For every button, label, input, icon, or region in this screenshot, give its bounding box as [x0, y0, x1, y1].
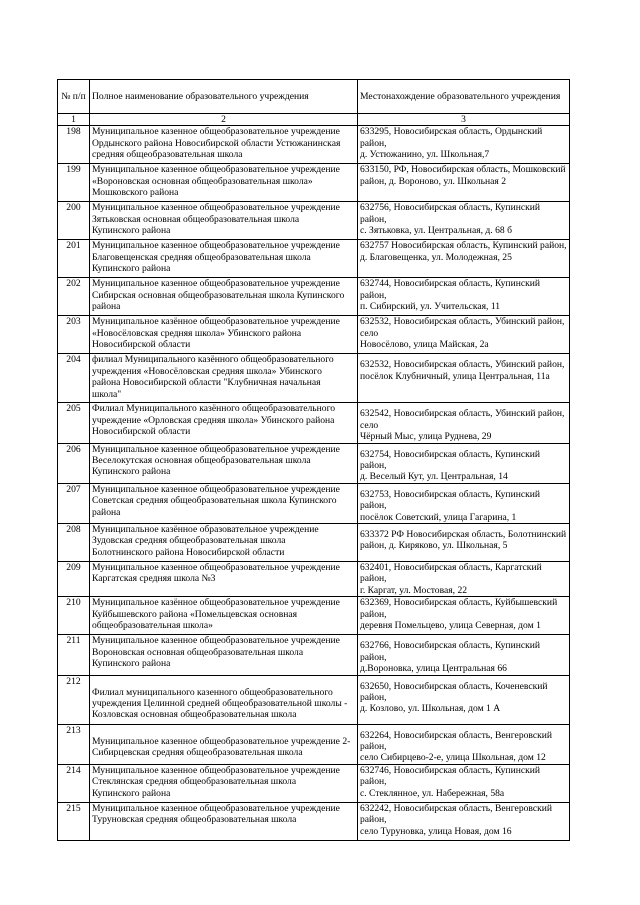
row-number: 208 [58, 524, 90, 562]
row-number: 209 [58, 562, 90, 597]
school-location: 632754, Новосибирская область, Купинский район, д. Веселый Кут, ул. Центральная, 14 [360, 448, 541, 483]
school-location-cell [358, 802, 570, 840]
school-name: Муниципальное казенное общеобразовательное учреждение Веселокутская основная общеобразовательная школа Купинского района [92, 443, 340, 478]
school-name-cell [90, 278, 358, 316]
school-location: 632757 Новосибирская область, Купинский район, д. Благовещенка, ул. Молодежная, 25 [360, 240, 567, 263]
school-name-cell [90, 724, 358, 764]
row-number: 198 [58, 126, 90, 164]
row-number: 213 [58, 724, 90, 764]
row-number: 214 [58, 764, 90, 802]
school-name: Муниципальное казенное общеобразовательное учреждение Каргатская средняя школа №3 [92, 562, 340, 585]
school-name: филиал Муниципального казённого общеобразовательного учреждения «Новосёловская средняя школа» Убинского района Новосибирской области "Клубничная начальная школа" [92, 354, 334, 400]
row-number: 203 [58, 316, 90, 354]
school-name: Муниципальное казенное общеобразовательное учреждение Благовещенская средняя общеобразовательная школа Купинского района [92, 240, 340, 275]
column-number: 2 [90, 114, 358, 126]
row-number: 201 [58, 240, 90, 278]
school-name-cell [90, 240, 358, 278]
school-location: 632532, Новосибирская область, Убинский район, село Новосёлово, улица Майская, 2а [360, 316, 565, 351]
row-number: 202 [58, 278, 90, 316]
table-row [58, 316, 570, 354]
cell-spacer [92, 725, 355, 736]
row-number: 199 [58, 164, 90, 202]
school-location-cell [358, 443, 570, 483]
row-number: 204 [58, 354, 90, 403]
school-name: Филиал Муниципального казённого общеобразовательного учреждение «Орловская средняя школа» Убинского района Новосибирской области [92, 403, 336, 438]
school-location: 632264, Новосибирская область, Венгеровский район, село Сибирцево-2-е, улица Школьная, дом 12 [360, 729, 553, 764]
school-location-cell [358, 240, 570, 278]
school-location-cell [358, 354, 570, 403]
schools-table [57, 79, 570, 841]
table-row [58, 240, 570, 278]
table-row [58, 354, 570, 403]
column-number-row [58, 114, 570, 126]
table-row [58, 802, 570, 840]
school-location-cell [358, 635, 570, 675]
row-number: 205 [58, 403, 90, 443]
school-location: 632756, Новосибирская область, Купинский район, с. Зятьковка, ул. Центральная, д. 68 б [360, 202, 541, 237]
school-location: 633372 РФ Новосибирская область, Болотнинский район, д. Киряково, ул. Школьная, 5 [360, 529, 567, 552]
table-row [58, 202, 570, 240]
school-location-cell [358, 597, 570, 635]
school-name-cell [90, 443, 358, 483]
school-name: Муниципальное казённое общеобразовательное учреждение «Новосёловская средняя школа» Убинского района Новосибирской области [92, 316, 340, 351]
school-location: 632766, Новосибирская область, Купинский район, д.Вороновка, улица Центральная 66 [360, 640, 541, 675]
school-location-cell [358, 164, 570, 202]
document-page [57, 79, 569, 841]
table-header-row [58, 80, 570, 114]
school-location: 632650, Новосибирская область, Коченевский район, д. Козлово, ул. Школьная, дом 1 А [360, 680, 548, 715]
school-location: 633295, Новосибирская область, Ордынский район, д. Устюжанино, ул. Школьная,7 [360, 126, 543, 161]
table-row [58, 483, 570, 523]
table-row [58, 764, 570, 802]
school-name-cell [90, 562, 358, 597]
school-location-cell [358, 316, 570, 354]
school-name-cell [90, 675, 358, 724]
school-location: 633150, РФ, Новосибирская область, Мошковский район, д. Вороново, ул. Школьная 2 [360, 164, 566, 187]
school-location: 632242, Новосибирская область, Венгеровский район, село Туруновка, улица Новая, дом 16 [360, 802, 553, 837]
school-name: Муниципальное казенное общеобразовательное учреждение Советская средняя общеобразовательная школа Купинского района [92, 483, 340, 518]
school-name-cell [90, 316, 358, 354]
school-name-cell [90, 126, 358, 164]
table-row [58, 443, 570, 483]
table-row [58, 675, 570, 724]
table-row [58, 403, 570, 443]
school-name: Муниципальное казенное общеобразовательное учреждение «Вороновская основная общеобразовательная школа» Мошковского района [92, 164, 340, 199]
school-location: 632744, Новосибирская область, Купинский район, п. Сибирский, ул. Учительская, 11 [360, 278, 541, 313]
table-row [58, 126, 570, 164]
school-location-cell [358, 675, 570, 724]
row-number: 212 [58, 675, 90, 724]
school-location: 632753, Новосибирская область, Купинский район, посёлок Советский, улица Гагарина, 1 [360, 488, 541, 523]
header-location: Местонахождение образовательного учреждения [358, 80, 570, 114]
school-name-cell [90, 354, 358, 403]
row-number: 211 [58, 635, 90, 675]
table-row [58, 562, 570, 597]
school-location-cell [358, 278, 570, 316]
school-location-cell [358, 202, 570, 240]
school-location: 632369, Новосибирская область, Куйбышевский район, деревня Помельцево, улица Северная, дом 1 [360, 597, 558, 632]
school-location: 632532, Новосибирская область, Убинский район, посёлок Клубничный, улица Центральная, 11а [360, 359, 565, 382]
column-number: 3 [358, 114, 570, 126]
school-location: 632542, Новосибирская область, Убинский район, село Чёрный Мыс, улица Руднева, 29 [360, 408, 565, 443]
school-location-cell [358, 403, 570, 443]
school-name-cell [90, 483, 358, 523]
header-num: № п/п [58, 80, 90, 114]
school-name: Муниципальное казенное общеобразовательное учреждение Сибирская основная общеобразовательная школа Купинского района [92, 278, 345, 313]
schools-table-body [58, 80, 570, 841]
school-name: Филиал муниципального казенного общеобразовательного учреждения Целинной средней общеобразовательной школы - Козловская основная общеобразовательная школа [92, 686, 348, 721]
school-name-cell [90, 635, 358, 675]
school-name-cell [90, 403, 358, 443]
school-name-cell [90, 202, 358, 240]
school-location-cell [358, 524, 570, 562]
row-number: 200 [58, 202, 90, 240]
school-name-cell [90, 524, 358, 562]
school-name: Муниципальное казённое образовательное учреждение Зудовская средняя общеобразовательная школа Болотнинского района Новосибирской области [92, 524, 319, 558]
school-location-cell [358, 483, 570, 523]
row-number: 206 [58, 443, 90, 483]
school-location-cell [358, 562, 570, 597]
row-number: 207 [58, 483, 90, 523]
school-location: 632746, Новосибирская область, Купинский район, с. Стеклянное, ул. Набережная, 58а [360, 764, 541, 799]
row-number: 210 [58, 597, 90, 635]
table-row [58, 278, 570, 316]
table-row [58, 635, 570, 675]
school-location-cell [358, 724, 570, 764]
school-location: 632401, Новосибирская область, Каргатский район, г. Каргат, ул. Мостовая, 22 [360, 562, 542, 596]
school-name: Муниципальное казённое общеобразовательное учреждение Куйбышевского района «Помельцевская основная общеобразовательная школа» [92, 597, 340, 632]
cell-spacer [92, 676, 355, 687]
school-name-cell [90, 802, 358, 840]
school-name-cell [90, 597, 358, 635]
table-row [58, 164, 570, 202]
row-number: 215 [58, 802, 90, 840]
table-row [58, 597, 570, 635]
column-number: 1 [58, 114, 90, 126]
school-location-cell [358, 764, 570, 802]
school-name: Муниципальное казенное общеобразовательное учреждение Стеклянская средняя общеобразовательная школа Купинского района [92, 764, 340, 799]
school-name: Муниципальное казенное общеобразовательное учреждение Туруновская средняя общеобразовательная школа [92, 802, 340, 826]
table-row [58, 524, 570, 562]
school-name-cell [90, 164, 358, 202]
school-name: Муниципальное казенное общеобразовательное учреждение Ордынского района Новосибирской области Устюжанинская средняя общеобразовательная школа [92, 126, 341, 161]
table-row [58, 724, 570, 764]
school-name-cell [90, 764, 358, 802]
school-name: Муниципальное казенное общеобразовательное учреждение Вороновская основная общеобразовательная школа Купинского района [92, 635, 340, 670]
school-name: Муниципальное казенное общеобразовательное учреждение 2- Сибирцевская средняя общеобразовательная школа [92, 735, 351, 758]
header-name: Полное наименование образовательного учреждения [90, 80, 358, 114]
school-location-cell [358, 126, 570, 164]
school-name: Муниципальное казенное общеобразовательное учреждение Зятьковская основная общеобразовательная школа Купинского района [92, 202, 340, 237]
